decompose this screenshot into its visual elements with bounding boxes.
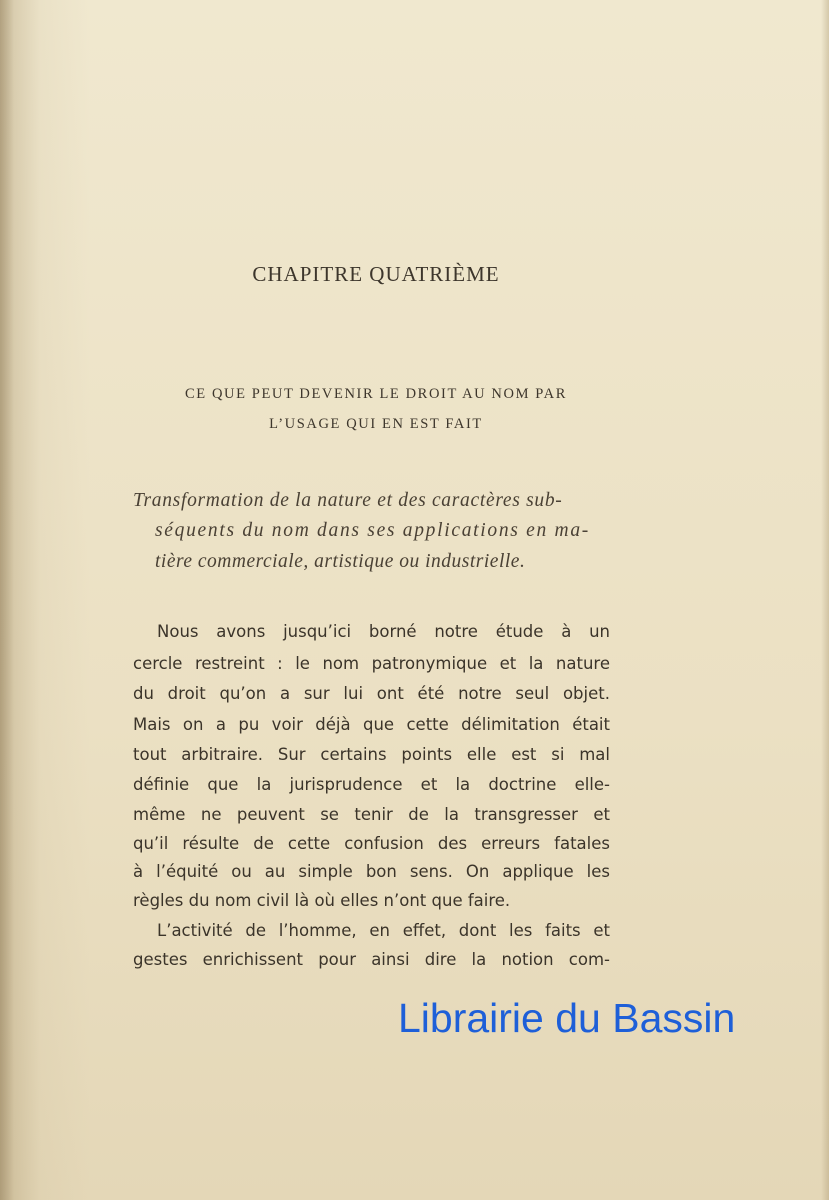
body-text-line: du droit qu’on a sur lui ont été notre seul objet. (133, 684, 610, 703)
body-text-line: à l’équité ou au simple bon sens. On applique les (133, 862, 610, 881)
summary-line: Transformation de la nature et des caractères sub- (133, 490, 563, 511)
body-text-line: même ne peuvent se tenir de la transgresser et (133, 805, 610, 824)
body-text-line: règles du nom civil là où elles n’ont que faire. (133, 891, 511, 910)
body-text-line: cercle restreint : le nom patronymique et la nature (133, 654, 610, 673)
body-text-line: définie que la jurisprudence et la doctrine elle- (133, 775, 610, 794)
binding-gutter (0, 0, 14, 1200)
body-text-line: gestes enrichissent pour ainsi dire la notion com- (133, 950, 610, 969)
body-text-line: Mais on a pu voir déjà que cette délimitation était (133, 715, 610, 734)
summary-line: tière commerciale, artistique ou industrielle. (155, 551, 526, 572)
body-text-line: qu’il résulte de cette confusion des erreurs fatales (133, 834, 610, 853)
summary-line: séquents du nom dans ses applications en ma- (155, 520, 590, 541)
body-text-line: tout arbitraire. Sur certains points elle est si mal (133, 745, 610, 764)
page-edge (821, 0, 829, 1200)
body-text-line: L’activité de l’homme, en effet, dont les faits et (157, 921, 610, 940)
body-text-line: Nous avons jusqu’ici borné notre étude à un (157, 622, 610, 641)
chapter-title: CHAPITRE QUATRIÈME (252, 262, 500, 286)
subtitle-line: CE QUE PEUT DEVENIR LE DROIT AU NOM PAR (185, 386, 567, 402)
subtitle-line: L’USAGE QUI EN EST FAIT (269, 416, 483, 432)
watermark-text: Librairie du Bassin (398, 995, 736, 1041)
